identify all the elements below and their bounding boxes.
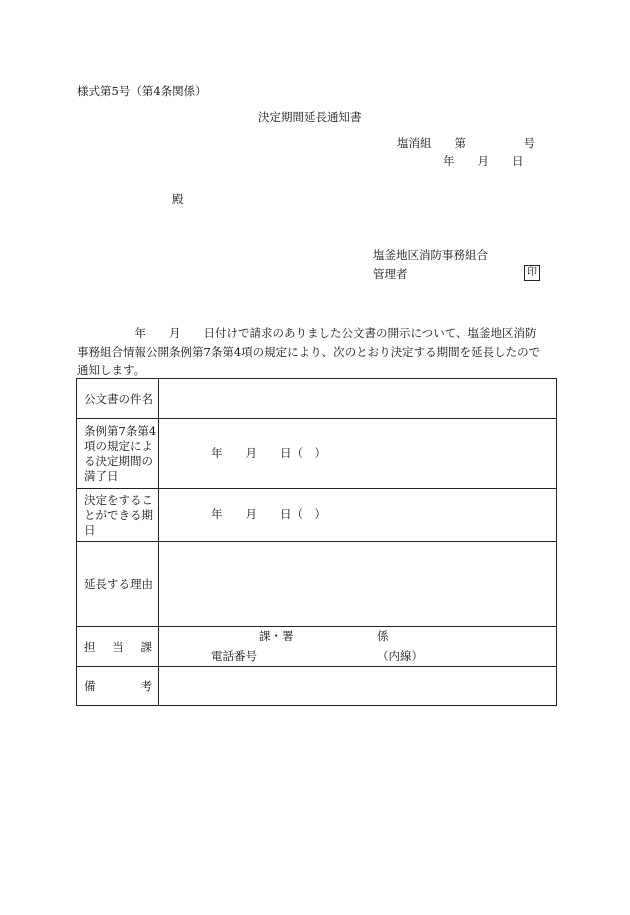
phone-label: 電話番号 bbox=[211, 649, 257, 663]
issuer-title: 管理者 bbox=[373, 267, 408, 281]
extension-label: （内線） bbox=[377, 649, 423, 663]
remarks-label bbox=[77, 667, 159, 706]
body-line-3: 通知します。 bbox=[77, 363, 146, 377]
remarks-field[interactable] bbox=[159, 667, 557, 706]
department-unit: 係 bbox=[377, 629, 389, 643]
row-extended bbox=[77, 489, 557, 542]
reason-field[interactable] bbox=[159, 542, 557, 627]
document-title: 決定期間延長通知書 bbox=[258, 110, 362, 124]
department-label-char: 当 bbox=[112, 639, 124, 654]
body-line-2: 事務組合情報公開条例第7条第4項の規定により、次のとおり決定する期間を延長したので bbox=[77, 344, 541, 359]
extended-field[interactable] bbox=[159, 489, 557, 542]
issuer-organization: 塩釜地区消防事務組合 bbox=[373, 248, 488, 262]
deadline-label-line: 条例第7条第4 bbox=[84, 423, 157, 438]
department-label bbox=[77, 627, 159, 667]
row-department bbox=[77, 627, 557, 667]
reason-label: 延長する理由 bbox=[77, 542, 159, 627]
form-number: 様式第5号（第4条関係） bbox=[77, 84, 207, 98]
deadline-label-line: 満了日 bbox=[84, 468, 119, 483]
row-subject bbox=[77, 379, 557, 419]
seal-stamp: 印 bbox=[524, 265, 540, 281]
body-text bbox=[77, 324, 557, 380]
subject-field[interactable] bbox=[159, 379, 557, 419]
row-deadline bbox=[77, 419, 557, 489]
row-remarks bbox=[77, 667, 557, 706]
row-reason bbox=[77, 542, 557, 627]
extended-date: 年 月 日（ ） bbox=[211, 507, 326, 521]
department-label-char: 課 bbox=[140, 639, 152, 654]
extended-label-line: とができる期 bbox=[84, 507, 153, 522]
remarks-label-char: 考 bbox=[140, 679, 152, 693]
extended-label-line: 日 bbox=[84, 522, 96, 537]
addressee-suffix: 殿 bbox=[172, 192, 184, 206]
form-table bbox=[76, 378, 557, 706]
deadline-label-line: る決定期間の bbox=[84, 453, 153, 468]
extended-label-line: 決定をするこ bbox=[84, 492, 153, 507]
remarks-label-char: 備 bbox=[84, 679, 96, 693]
department-label-char: 担 bbox=[84, 639, 96, 654]
issue-date: 年 月 日 bbox=[443, 154, 524, 168]
department-section: 課・署 bbox=[259, 629, 294, 643]
deadline-field[interactable] bbox=[159, 419, 557, 489]
subject-label: 公文書の件名 bbox=[77, 379, 159, 419]
deadline-label bbox=[77, 419, 159, 489]
document-number: 塩消組 第 号 bbox=[397, 136, 535, 150]
extended-label bbox=[77, 489, 159, 542]
department-field[interactable] bbox=[159, 627, 557, 667]
body-line-1: 年 月 日付けで請求のありました公文書の開示について、塩釜地区消防 bbox=[77, 326, 537, 340]
deadline-date: 年 月 日（ ） bbox=[211, 446, 326, 460]
deadline-label-line: 項の規定によ bbox=[84, 438, 153, 453]
